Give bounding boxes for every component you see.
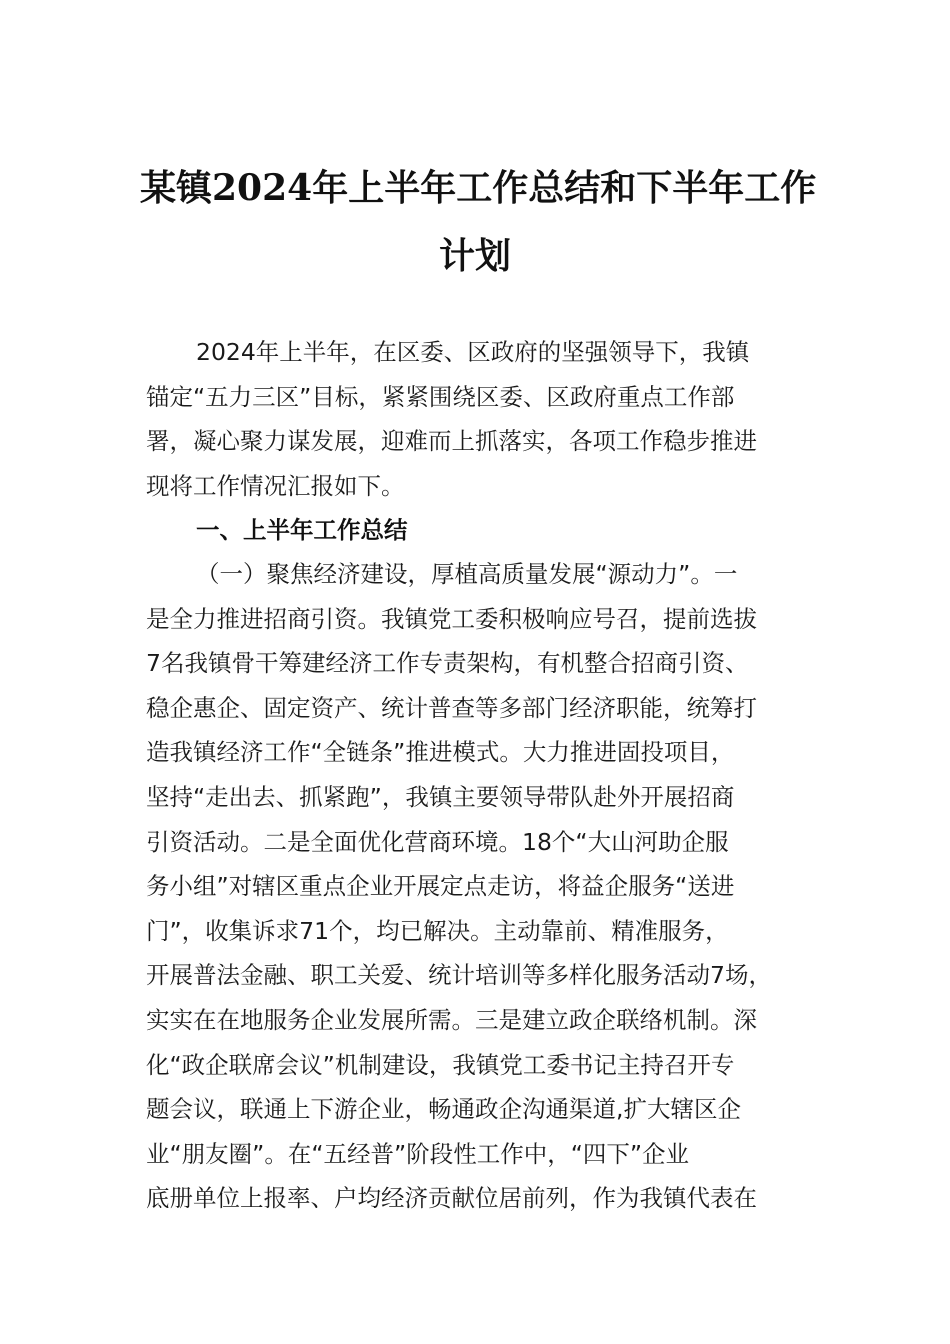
paragraph-line: 署，凝心聚力谋发展，迎难而上抓落实，各项工作稳步推进 — [146, 427, 757, 456]
paragraph-line: 题会议，联通上下游企业，畅通政企沟通渠道,扩大辖区企 — [146, 1095, 741, 1124]
paragraph-line: 化“政企联席会议”机制建设，我镇党工委书记主持召开专 — [146, 1050, 735, 1079]
section-paragraph — [146, 552, 810, 1221]
paragraph-line: 7名我镇骨干筹建经济工作专责架构，有机整合招商引资、 — [146, 649, 749, 678]
section-heading: 一、上半年工作总结 — [196, 516, 408, 544]
paragraph-line: 是全力推进招商引资。我镇党工委积极响应号召，提前选拔 — [146, 604, 757, 633]
paragraph-line: （一）聚焦经济建设，厚植高质量发展“源动力”。一 — [196, 560, 738, 588]
paragraph-line: 坚持“走出去、抓紧跑”，我镇主要领导带队赴外开展招商 — [146, 782, 735, 811]
paragraph-line: 稳企惠企、固定资产、统计普查等多部门经济职能，统筹打 — [146, 693, 757, 722]
paragraph-line: 务小组”对辖区重点企业开展定点走访，将益企服务“送进 — [146, 872, 735, 901]
paragraph-line: 现将工作情况汇报如下。 — [146, 471, 405, 500]
document-title-line-2: 计划 — [438, 235, 511, 277]
intro-paragraph — [146, 330, 810, 508]
paragraph-line: 造我镇经济工作“全链条”推进模式。大力推进固投项目， — [146, 738, 735, 767]
paragraph-line: 底册单位上报率、户均经济贡献位居前列，作为我镇代表在 — [146, 1184, 757, 1213]
paragraph-line: 业“朋友圈”。在“五经普”阶段性工作中，“四下”企业 — [146, 1139, 690, 1168]
paragraph-line: 开展普法金融、职工关爱、统计培训等多样化服务活动7场， — [146, 961, 772, 990]
paragraph-line: 2024年上半年，在区委、区政府的坚强领导下，我镇 — [196, 338, 750, 366]
paragraph-line: 锚定“五力三区”目标，紧紧围绕区委、区政府重点工作部 — [146, 382, 735, 411]
paragraph-line: 门”，收集诉求71个，均已解决。主动靠前、精准服务， — [146, 916, 729, 945]
document-title-line-1: 某镇2024年上半年工作总结和下半年工作 — [140, 167, 817, 209]
paragraph-line: 实实在在地服务企业发展所需。三是建立政企联络机制。深 — [146, 1005, 757, 1034]
paragraph-line: 引资活动。二是全面优化营商环境。18个“大山河助企服 — [146, 827, 729, 856]
